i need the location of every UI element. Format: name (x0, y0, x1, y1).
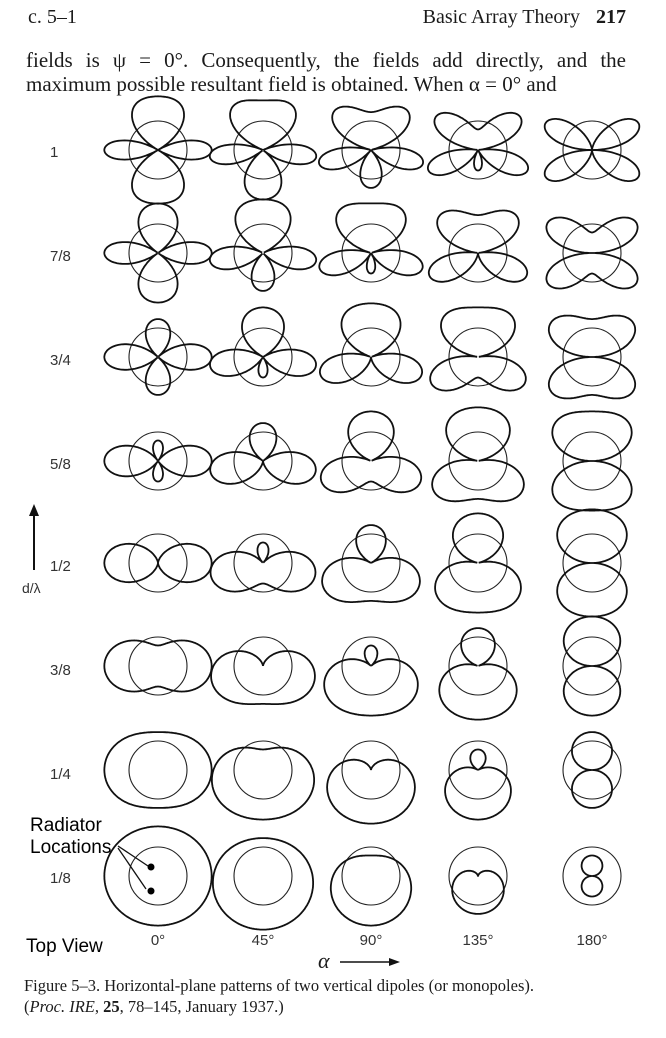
radiation-pattern (210, 307, 316, 377)
radiation-pattern (104, 203, 211, 302)
row-label-1: 1 (50, 144, 59, 161)
radiation-pattern (104, 732, 211, 808)
row-label-1-4: 1/4 (50, 766, 71, 783)
radiation-pattern (435, 513, 521, 612)
radiation-pattern (319, 107, 423, 188)
radiation-pattern (546, 218, 637, 289)
col-label-180: 180° (576, 932, 608, 949)
radiation-pattern (211, 651, 315, 704)
radiation-pattern (210, 199, 316, 291)
row-label-1-8: 1/8 (50, 870, 71, 887)
annotation-line-1: Radiator (30, 815, 102, 836)
row-label-5-8: 5/8 (50, 456, 71, 473)
radiator-pointer-1 (118, 846, 148, 866)
unit-reference-circle (234, 121, 292, 179)
radiation-pattern (439, 628, 516, 720)
annotation-line-2: Locations (30, 837, 112, 858)
unit-reference-circle (234, 847, 292, 905)
radiation-pattern (321, 411, 421, 492)
d-lambda-arrow-head (29, 504, 39, 516)
radiation-pattern (445, 750, 511, 820)
radiation-pattern (331, 856, 411, 926)
radiation-pattern (213, 838, 313, 930)
radiation-pattern (432, 407, 524, 501)
figure-caption (24, 975, 644, 1017)
running-header-title: Basic Array Theory (422, 6, 580, 28)
alpha-arrow-head (389, 958, 400, 966)
caption-line-1: Figure 5–3. Horizontal-plane patterns of two vertical dipoles (or monopoles). (24, 976, 534, 995)
radiator-dot-2 (148, 888, 155, 895)
radiation-pattern (324, 646, 418, 716)
radiator-locations-annotation (30, 815, 111, 859)
radiation-pattern (428, 113, 528, 175)
row-label-1-2: 1/2 (50, 558, 71, 575)
radiation-pattern (430, 307, 526, 390)
radiation-pattern (211, 543, 316, 592)
radiation-pattern (327, 760, 415, 824)
body-paragraph: fields is ψ = 0°. Consequently, the fields add directly, and the maximum possible resultant field is obtained. When α = 0° and (26, 48, 626, 96)
radiation-pattern (319, 203, 422, 275)
radiation-pattern (104, 826, 211, 925)
col-label-90: 90° (359, 932, 383, 949)
top-view-label: Top View (26, 936, 103, 957)
radiation-pattern (582, 856, 603, 897)
radiation-pattern (322, 525, 420, 602)
radiation-pattern (552, 411, 631, 510)
unit-reference-circle (234, 224, 292, 282)
radiation-pattern (104, 441, 211, 482)
radiator-dot-1 (148, 864, 155, 871)
running-header-section: c. 5–1 (28, 6, 77, 28)
unit-reference-circle (129, 224, 187, 282)
caption-volume: 25 (103, 997, 120, 1016)
radiation-pattern (545, 119, 640, 181)
row-label-3-8: 3/8 (50, 662, 71, 679)
row-label-7-8: 7/8 (50, 248, 71, 265)
page-number: 217 (596, 6, 626, 28)
caption-line-2: (Proc. IRE, 25, 78–145, January 1937.) (24, 997, 284, 1016)
radiator-pointer-2 (118, 848, 146, 889)
radiation-pattern (572, 732, 612, 808)
radiation-pattern (104, 319, 211, 395)
radiation-pattern (212, 748, 314, 820)
radiation-pattern (104, 640, 211, 691)
col-label-135: 135° (462, 932, 494, 949)
radiation-pattern (429, 211, 527, 282)
radiation-pattern (557, 509, 627, 616)
radiation-pattern (564, 616, 621, 715)
col-label-0: 0° (150, 932, 166, 949)
d-lambda-axis-label: d/λ (22, 580, 41, 596)
col-label-45: 45° (251, 932, 275, 949)
radiation-pattern (452, 871, 504, 914)
unit-reference-circle (129, 741, 187, 799)
alpha-axis-label: α (318, 948, 330, 973)
caption-journal: Proc. IRE (29, 997, 95, 1016)
row-label-3-4: 3/4 (50, 352, 71, 369)
unit-reference-circle (129, 328, 187, 386)
radiation-pattern (104, 96, 211, 203)
radiation-pattern (320, 303, 422, 383)
radiation-pattern (210, 100, 316, 199)
radiation-pattern (104, 544, 211, 582)
